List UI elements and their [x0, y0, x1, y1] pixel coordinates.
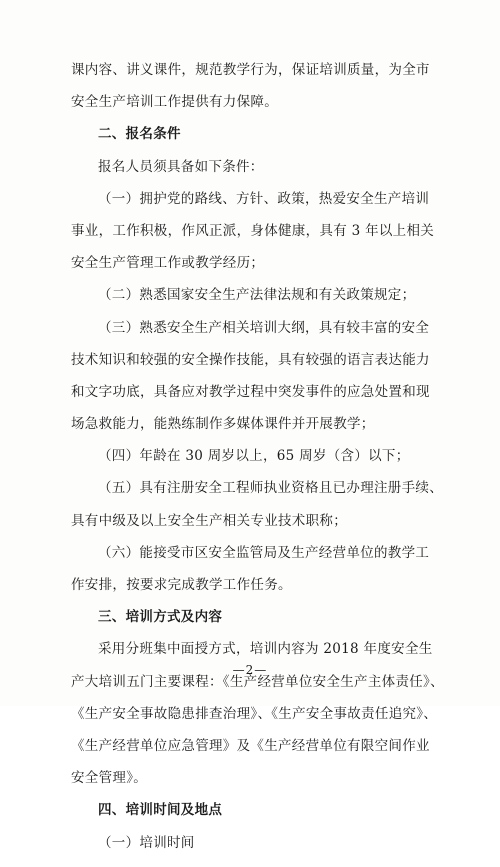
body-line: 报名人员须具备如下条件：: [98, 158, 264, 175]
body-line: 《生产安全事故隐患排查治理》、《生产安全事故责任追究》、: [71, 705, 438, 722]
subsection-training-time: （一）培训时间: [98, 834, 195, 851]
body-line: 《生产经营单位应急管理》及《生产经营单位有限空间作业: [71, 737, 430, 754]
section-heading-registration: 二、报名条件: [98, 126, 181, 143]
section-heading-training-time: 四、培训时间及地点: [98, 802, 223, 819]
section-heading-training-method: 三、培训方式及内容: [98, 609, 223, 626]
body-line: 采用分班集中面授方式，培训内容为 2018 年度安全生: [98, 641, 433, 658]
condition-item-5: （五）具有注册安全工程师执业资格且已办理注册手续、: [98, 480, 443, 497]
body-line: 安全管理》。: [71, 770, 148, 787]
body-line: 事业，工作积极，作风正派，身体健康，具有 3 年以上相关: [71, 222, 435, 239]
condition-item-6: （六）能接受市区安全监管局及生产经营单位的教学工: [98, 544, 430, 561]
body-line: 作安排，按要求完成教学工作任务。: [71, 577, 292, 593]
condition-item-3: （三）熟悉安全生产相关培训大纲，具有较丰富的安全: [98, 319, 430, 336]
body-line: 和文字功底，具备应对教学过程中突发事件的应急处置和现: [71, 383, 430, 400]
body-line: 场急救能力，能熟练制作多媒体课件并开展教学；: [71, 416, 375, 433]
body-line: 安全生产培训工作提供有力保障。: [71, 94, 278, 111]
body-line: 技术知识和较强的安全操作技能，具有较强的语言表达能力: [71, 351, 430, 368]
condition-item-4: （四）年龄在 30 周岁以上，65 周岁（含）以下；: [98, 448, 410, 465]
body-line: 产大培训五门主要课程：《生产经营单位安全生产主体责任》、: [71, 673, 444, 690]
body-line: 课内容、讲义课件，规范教学行为，保证培训质量，为全市: [71, 62, 430, 78]
body-line: 具有中级及以上安全生产相关专业技术职称；: [71, 512, 347, 529]
document-body: [71, 62, 444, 867]
condition-item-1: （一）拥护党的路线、方针、政策，热爱安全生产培训: [98, 190, 430, 207]
condition-item-2: （二）熟悉国家安全生产法律法规和有关政策规定；: [98, 287, 416, 304]
body-line: 安全生产管理工作或教学经历；: [71, 255, 265, 272]
page-number: —2—: [232, 663, 268, 677]
